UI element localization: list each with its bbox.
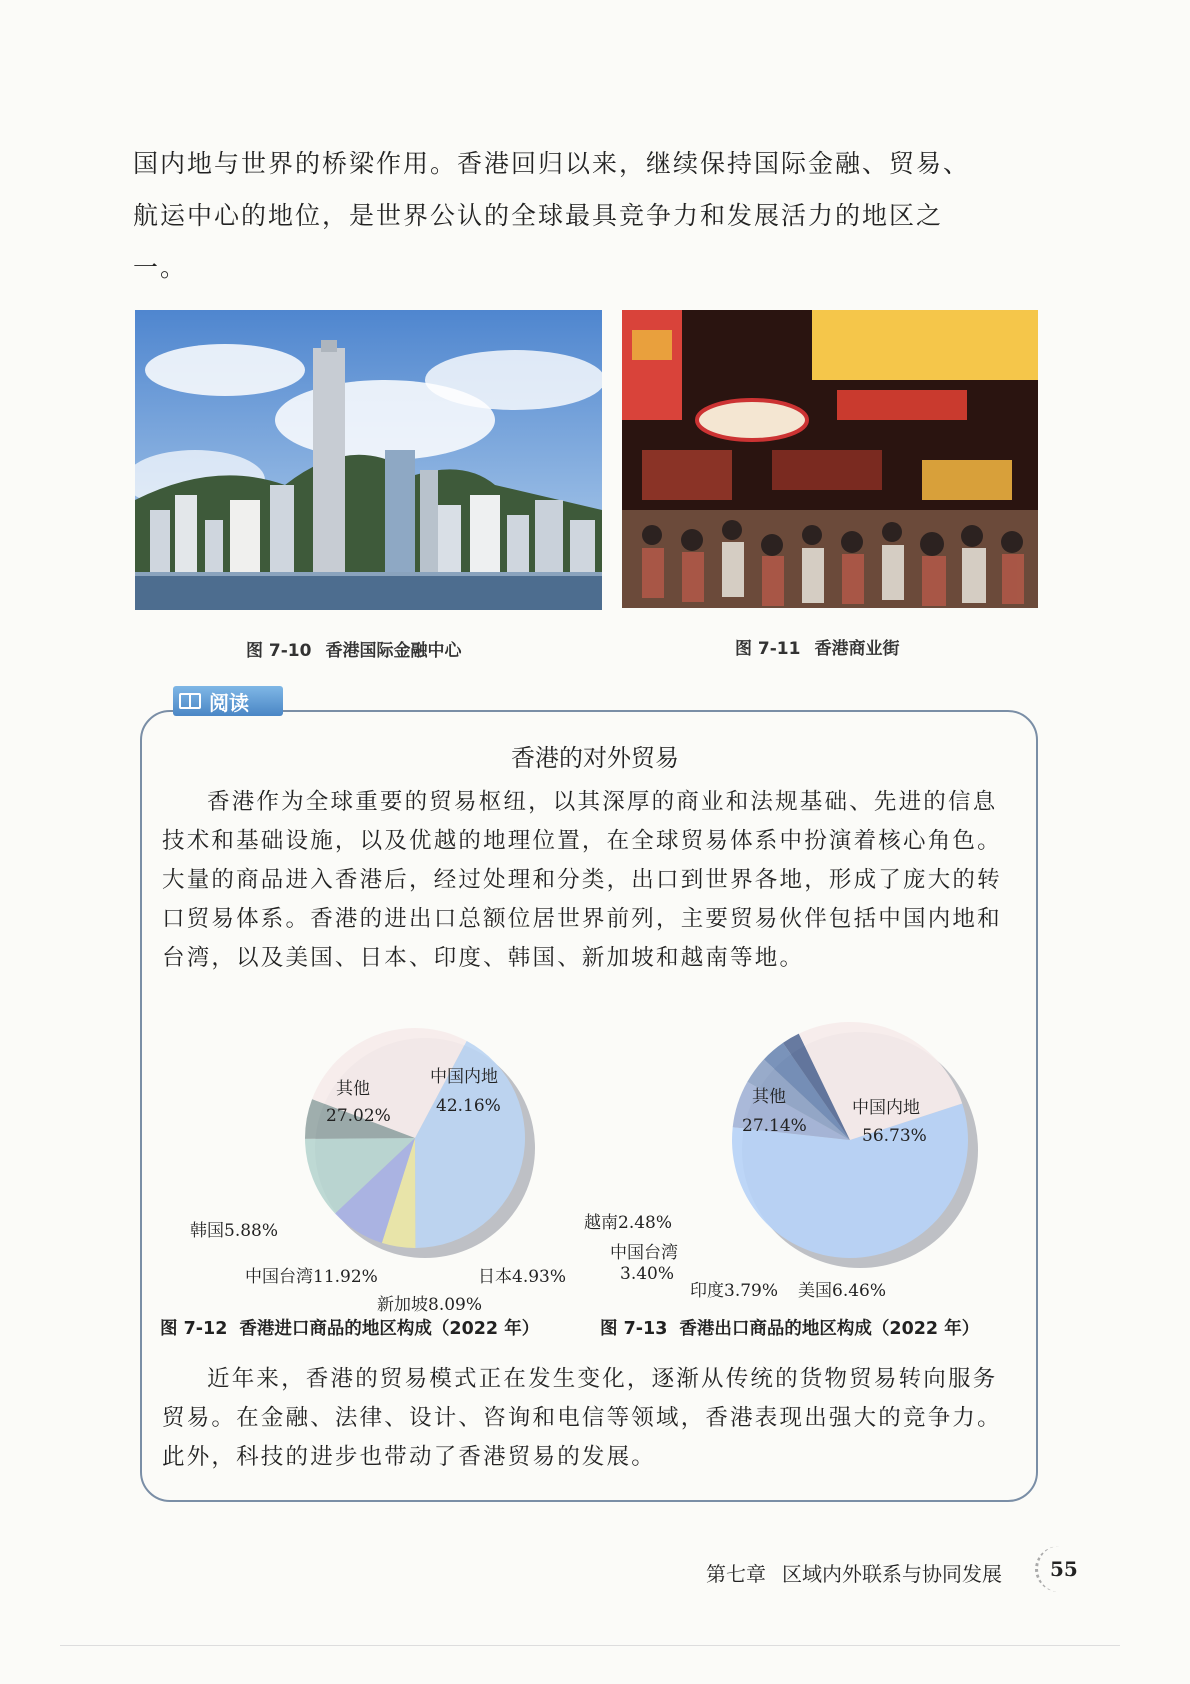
export-pie-svg bbox=[700, 1000, 1000, 1290]
reading-badge-label: 阅读 bbox=[209, 690, 249, 715]
pie1-label-mainland: 中国内地 bbox=[430, 1067, 498, 1087]
pie2-value-taiwan: 3.40% bbox=[620, 1264, 675, 1284]
pie1-value-other: 27.02% bbox=[326, 1106, 391, 1126]
page-footer bbox=[706, 1558, 1002, 1587]
figure-title: 香港商业街 bbox=[814, 639, 900, 659]
pie1-label-taiwan: 中国台湾11.92% bbox=[245, 1267, 378, 1287]
pie1-label-korea: 韩国5.88% bbox=[190, 1221, 279, 1241]
reading-paragraph-2: 近年来，香港的贸易模式正在发生变化，逐渐从传统的货物贸易转向服务贸易。在金融、法律、设计、咨询和电信等领域，香港表现出强大的竞争力。此外，科技的进步也带动了香港贸易的发展。 bbox=[162, 1366, 1002, 1470]
financial-center-photo bbox=[135, 310, 602, 610]
figure-title: 香港出口商品的地区构成（2022 年） bbox=[679, 1319, 980, 1339]
intro-paragraph: 国内地与世界的桥梁作用。香港回归以来，继续保持国际金融、贸易、航运中心的地位，是世界公认的全球最具竞争力和发展活力的地区之一。 bbox=[133, 149, 971, 282]
figure-7-11-caption bbox=[735, 634, 899, 659]
chapter-number: 第七章 bbox=[706, 1562, 766, 1586]
figure-number: 图 7-11 bbox=[735, 639, 801, 659]
pie2-label-taiwan: 中国台湾 bbox=[610, 1243, 678, 1263]
book-icon bbox=[179, 693, 201, 709]
pie2-label-india: 印度3.79% bbox=[690, 1281, 779, 1301]
pie2-label-usa: 美国6.46% bbox=[798, 1281, 887, 1301]
pie2-label-other: 其他 bbox=[752, 1087, 786, 1107]
figure-number: 图 7-13 bbox=[600, 1319, 668, 1339]
export-pie-chart bbox=[700, 1000, 1000, 1290]
page-number: 55 bbox=[1050, 1557, 1078, 1581]
figure-title: 香港国际金融中心 bbox=[325, 641, 462, 661]
figure-title: 香港进口商品的地区构成（2022 年） bbox=[239, 1319, 540, 1339]
pie2-value-mainland: 56.73% bbox=[862, 1126, 927, 1146]
chapter-title: 区域内外联系与协同发展 bbox=[782, 1562, 1002, 1586]
import-pie-chart bbox=[280, 1020, 570, 1280]
pie1-label-singapore: 新加坡8.09% bbox=[377, 1295, 483, 1315]
pie2-label-vietnam: 越南2.48% bbox=[584, 1213, 673, 1233]
import-pie-svg bbox=[280, 1020, 570, 1280]
figure-number: 图 7-12 bbox=[160, 1319, 228, 1339]
reading-badge bbox=[173, 686, 283, 716]
figure-number: 图 7-10 bbox=[246, 641, 312, 661]
pie1-label-other: 其他 bbox=[336, 1079, 370, 1099]
pie1-value-mainland: 42.16% bbox=[436, 1096, 501, 1116]
commercial-street-photo bbox=[622, 310, 1038, 608]
reading-paragraph-1: 香港作为全球重要的贸易枢纽，以其深厚的商业和法规基础、先进的信息技术和基础设施，以及优越的地理位置，在全球贸易体系中扮演着核心角色。大量的商品进入香港后，经过处理和分类，出口到世界各地，形成了庞大的转口贸易体系。香港的进出口总额位居世界前列，主要贸易伙伴包括中国内地和台湾，以及美国、日本、印度、韩国、新加坡和越南等地。 bbox=[162, 789, 1002, 971]
pie2-value-other: 27.14% bbox=[742, 1116, 807, 1136]
figure-7-10-caption bbox=[246, 636, 461, 661]
figure-7-13-caption bbox=[600, 1315, 979, 1340]
figure-7-12-caption bbox=[160, 1315, 539, 1340]
reading-title: 香港的对外贸易 bbox=[511, 744, 679, 772]
pie2-label-mainland: 中国内地 bbox=[852, 1098, 920, 1118]
pie1-label-japan: 日本4.93% bbox=[478, 1267, 567, 1287]
bottom-rule bbox=[60, 1645, 1120, 1646]
